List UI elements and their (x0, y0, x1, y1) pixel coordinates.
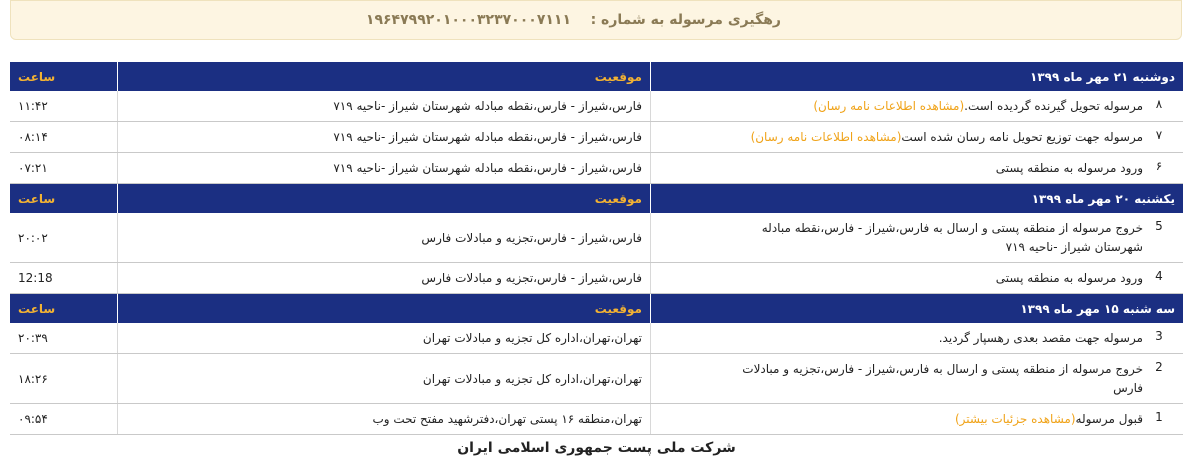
event-location: تهران،تهران،اداره کل تجزیه و مبادلات تهران (117, 354, 650, 404)
details-link[interactable]: (مشاهده اطلاعات نامه رسان) (750, 129, 902, 144)
day-date: یکشنبه ۲۰ مهر ماه ۱۳۹۹ (650, 184, 1183, 214)
event-description-cell (650, 213, 1183, 263)
event-time: ۲۰:۳۹ (10, 323, 117, 354)
event-time: 12:18 (10, 263, 117, 294)
event-description-cell (650, 354, 1183, 404)
event-description-cell (650, 153, 1183, 184)
event-number: 3 (1155, 328, 1163, 343)
event-number: 2 (1155, 359, 1163, 374)
event-time: ۰۹:۵۴ (10, 404, 117, 435)
event-number: 1 (1155, 409, 1163, 424)
event-number: ۶ (1155, 158, 1163, 173)
banner-title: رهگیری مرسوله به شماره : (590, 12, 781, 28)
event-location: فارس،شیراز - فارس،نقطه مبادله شهرستان شیراز -ناحیه ۷۱۹ (117, 153, 650, 184)
column-header-time: ساعت (10, 184, 117, 214)
event-location: فارس،شیراز - فارس،تجزیه و مبادلات فارس (117, 263, 650, 294)
event-number: ۷ (1155, 127, 1163, 142)
day-header-row (10, 184, 1183, 214)
event-description-cell (650, 404, 1183, 435)
event-row (10, 122, 1183, 153)
event-row (10, 263, 1183, 294)
event-row (10, 153, 1183, 184)
event-description-cell (650, 91, 1183, 122)
column-header-location: موقعیت (117, 62, 650, 91)
event-time: ۰۷:۲۱ (10, 153, 117, 184)
event-description-cell (650, 263, 1183, 294)
footer-company-name: شرکت ملی پست جمهوری اسلامی ایران (457, 440, 736, 456)
event-description: خروج مرسوله از منطقه پستی و ارسال به فارس،شیراز - فارس،نقطه مبادله شهرستان شیراز -ناحیه ۷۱۹ (761, 220, 1143, 254)
event-row (10, 354, 1183, 404)
day-header-row (10, 294, 1183, 324)
event-row (10, 404, 1183, 435)
event-location: تهران،منطقه ۱۶ پستی تهران،دفترشهید مفتح تحت وب (117, 404, 650, 435)
tracking-table (10, 62, 1183, 435)
event-description-cell (650, 122, 1183, 153)
event-description: قبول مرسوله (1075, 411, 1143, 426)
event-location: فارس،شیراز - فارس،تجزیه و مبادلات فارس (117, 213, 650, 263)
event-description: ورود مرسوله به منطقه پستی (995, 160, 1143, 175)
event-row (10, 91, 1183, 122)
event-description: ورود مرسوله به منطقه پستی (995, 270, 1143, 285)
event-time: ۱۱:۴۲ (10, 91, 117, 122)
day-date: دوشنبه ۲۱ مهر ماه ۱۳۹۹ (650, 62, 1183, 91)
event-time: ۲۰:۰۲ (10, 213, 117, 263)
event-row (10, 213, 1183, 263)
event-number: 4 (1155, 268, 1163, 283)
event-description-cell (650, 323, 1183, 354)
tracking-banner (10, 0, 1182, 40)
column-header-time: ساعت (10, 62, 117, 91)
details-link[interactable]: (مشاهده اطلاعات نامه رسان) (813, 98, 965, 113)
details-link[interactable]: (مشاهده جزئیات بیشتر) (954, 411, 1076, 426)
event-description: مرسوله جهت مقصد بعدی رهسپار گردید. (938, 330, 1143, 345)
day-header-row (10, 62, 1183, 91)
event-description: خروج مرسوله از منطقه پستی و ارسال به فارس،شیراز - فارس،تجزیه و مبادلات فارس (742, 361, 1143, 395)
event-location: فارس،شیراز - فارس،نقطه مبادله شهرستان شیراز -ناحیه ۷۱۹ (117, 91, 650, 122)
event-description: مرسوله تحویل گیرنده گردیده است. (964, 98, 1143, 113)
event-location: تهران،تهران،اداره کل تجزیه و مبادلات تهران (117, 323, 650, 354)
event-time: ۱۸:۲۶ (10, 354, 117, 404)
column-header-time: ساعت (10, 294, 117, 324)
event-number: ۸ (1155, 96, 1163, 111)
event-number: 5 (1155, 218, 1163, 233)
column-header-location: موقعیت (117, 184, 650, 214)
event-row (10, 323, 1183, 354)
event-time: ۰۸:۱۴ (10, 122, 117, 153)
day-date: سه شنبه ۱۵ مهر ماه ۱۳۹۹ (650, 294, 1183, 324)
tracking-number: ۱۹۶۴۷۹۹۲۰۱۰۰۰۳۲۳۷۰۰۰۷۱۱۱ (365, 12, 571, 28)
event-location: فارس،شیراز - فارس،نقطه مبادله شهرستان شیراز -ناحیه ۷۱۹ (117, 122, 650, 153)
column-header-location: موقعیت (117, 294, 650, 324)
event-description: مرسوله جهت توزیع تحویل نامه رسان شده است (901, 129, 1143, 144)
